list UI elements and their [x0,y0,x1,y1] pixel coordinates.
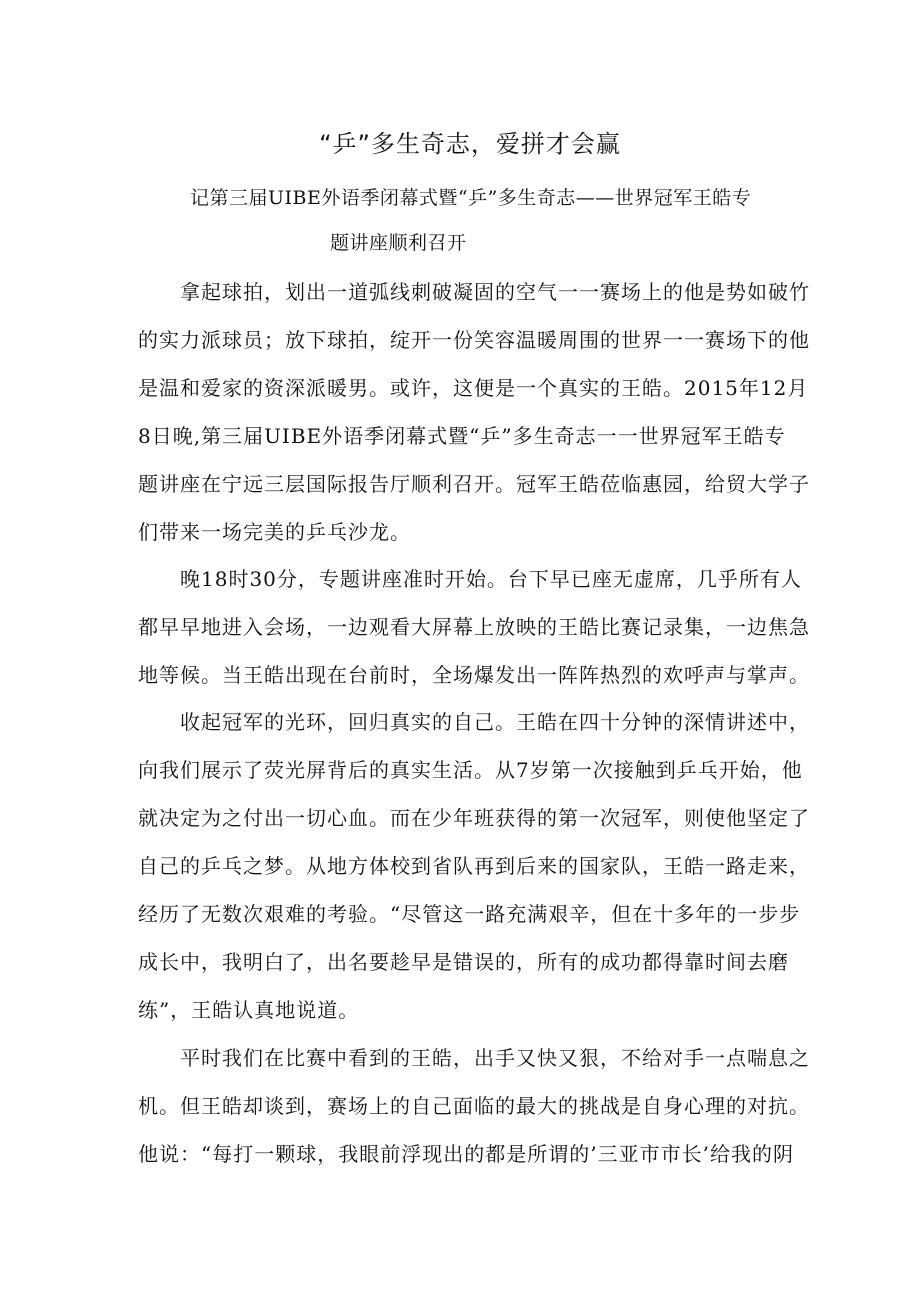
body-text-line: 收起冠军的光环，回归真实的自己。王皓在四十分钟的深情讲述中， [138,710,810,734]
body-text-line: 都早早地进入会场，一边观看大屏幕上放映的王皓比赛记录集，一边焦急 [138,615,810,639]
body-text-line: 拿起球拍，划出一道弧线刺破凝固的空气一一赛场上的他是势如破竹 [138,280,810,304]
body-text-line: 题讲座在宁远三层国际报告厅顺利召开。冠军王皓莅临惠园，给贸大学子 [138,472,810,496]
body-text-line: 经历了无数次艰难的考验。“尽管这一路充满艰辛，但在十多年的一步步 [138,902,801,926]
body-text-line: 平时我们在比赛中看到的王皓，出手又快又狠，不给对手一点喘息之 [138,1046,810,1070]
article-title: “乒”多生奇志，爱拼才会赢 [319,130,621,158]
body-text-line: 自己的乒乓之梦。从地方体校到省队再到后来的国家队，王皓一路走来， [138,854,810,878]
body-text-line: 机。但王皓却谈到，赛场上的自己面临的最大的挑战是自身心理的对抗。 [138,1094,810,1118]
article-subtitle-line: 题讲座顺利召开 [330,232,467,254]
body-text-line: 是温和爱家的资深派暖男。或许，这便是一个真实的王皓。2015年12月 [138,376,809,400]
body-text-line: 晚18时30分，专题讲座准时开始。台下早已座无虚席，几乎所有人 [138,567,802,591]
body-text-line: 他说：“每打一颗球，我眼前浮现出的都是所谓的’三亚市市长’给我的阴 [138,1142,794,1166]
body-text-line: 地等候。当王皓出现在台前时，全场爆发出一阵阵热烈的欢呼声与掌声。 [138,663,810,687]
body-text-line: 向我们展示了荧光屏背后的真实生活。从7岁第一次接触到乒乓开始，他 [138,758,803,782]
body-text-line: 就决定为之付出一切心血。而在少年班获得的第一次冠军，则使他坚定了 [138,806,810,830]
body-text-line: 8日晚,第三届UIBE外语季闭幕式暨“乒”多生奇志一一世界冠军王皓专 [138,424,786,448]
body-text-line: 的实力派球员；放下球拍，绽开一份笑容温暖周围的世界一一赛场下的他 [138,328,810,352]
article-subtitle-line: 记第三届UIBE外语季闭幕式暨“乒”多生奇志——世界冠军王皓专 [190,187,752,209]
body-text-line: 练”，王皓认真地说道。 [138,998,360,1022]
body-text-line: 成长中，我明白了，出名要趁早是错误的，所有的成功都得靠时间去磨 [138,950,789,974]
body-text-line: 们带来一场完美的乒乓沙龙。 [138,520,411,544]
